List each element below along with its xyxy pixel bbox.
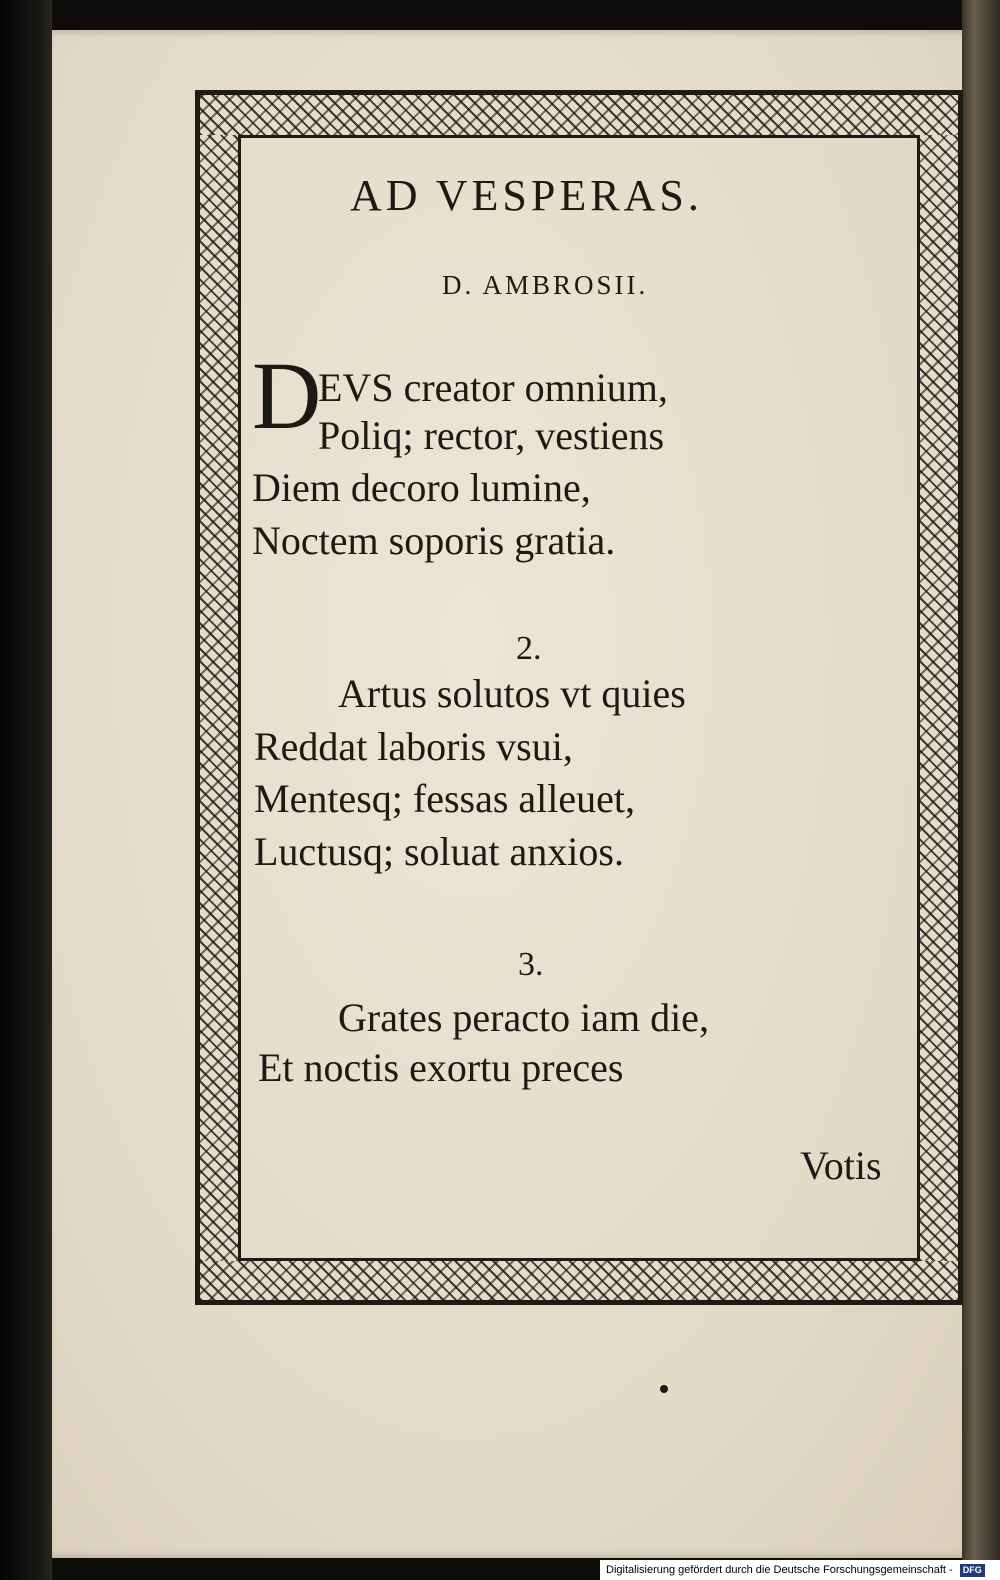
digitization-credit xyxy=(600,1560,1000,1580)
stanza2-line3: Mentesq; fessas alleuet, xyxy=(254,776,635,821)
stanza3-number: 3. xyxy=(518,946,544,983)
page-subheading: D. AMBROSII. xyxy=(442,270,649,300)
page-edge xyxy=(962,0,1000,1580)
stanza2-line4: Luctusq; soluat anxios. xyxy=(254,829,624,874)
page-heading: AD VESPERAS. xyxy=(350,171,703,220)
stanza1-line4: Noctem soporis gratia. xyxy=(252,518,616,563)
ink-speck xyxy=(660,1385,668,1393)
stanza3-line1: Grates peracto iam die, xyxy=(338,995,709,1040)
catchword: Votis xyxy=(800,1143,882,1188)
stanza2-line1: Artus solutos vt quies xyxy=(338,671,686,716)
stanza1-line1: EVS creator omnium, xyxy=(318,365,668,410)
stanza1-line3: Diem decoro lumine, xyxy=(252,465,591,510)
stanza1-line2: Poliq; rector, vestiens xyxy=(318,413,665,458)
stanza3-line2: Et noctis exortu preces xyxy=(258,1045,624,1090)
book-spine-shadow xyxy=(0,0,52,1580)
stanza2-number: 2. xyxy=(516,630,542,667)
dfg-logo-icon: DFG xyxy=(960,1564,985,1577)
stanza2-line2: Reddat laboris vsui, xyxy=(254,724,573,769)
drop-initial: D xyxy=(252,342,322,449)
credit-text: Digitalisierung gefördert durch die Deutsche Forschungsgemeinschaft - xyxy=(606,1564,953,1576)
